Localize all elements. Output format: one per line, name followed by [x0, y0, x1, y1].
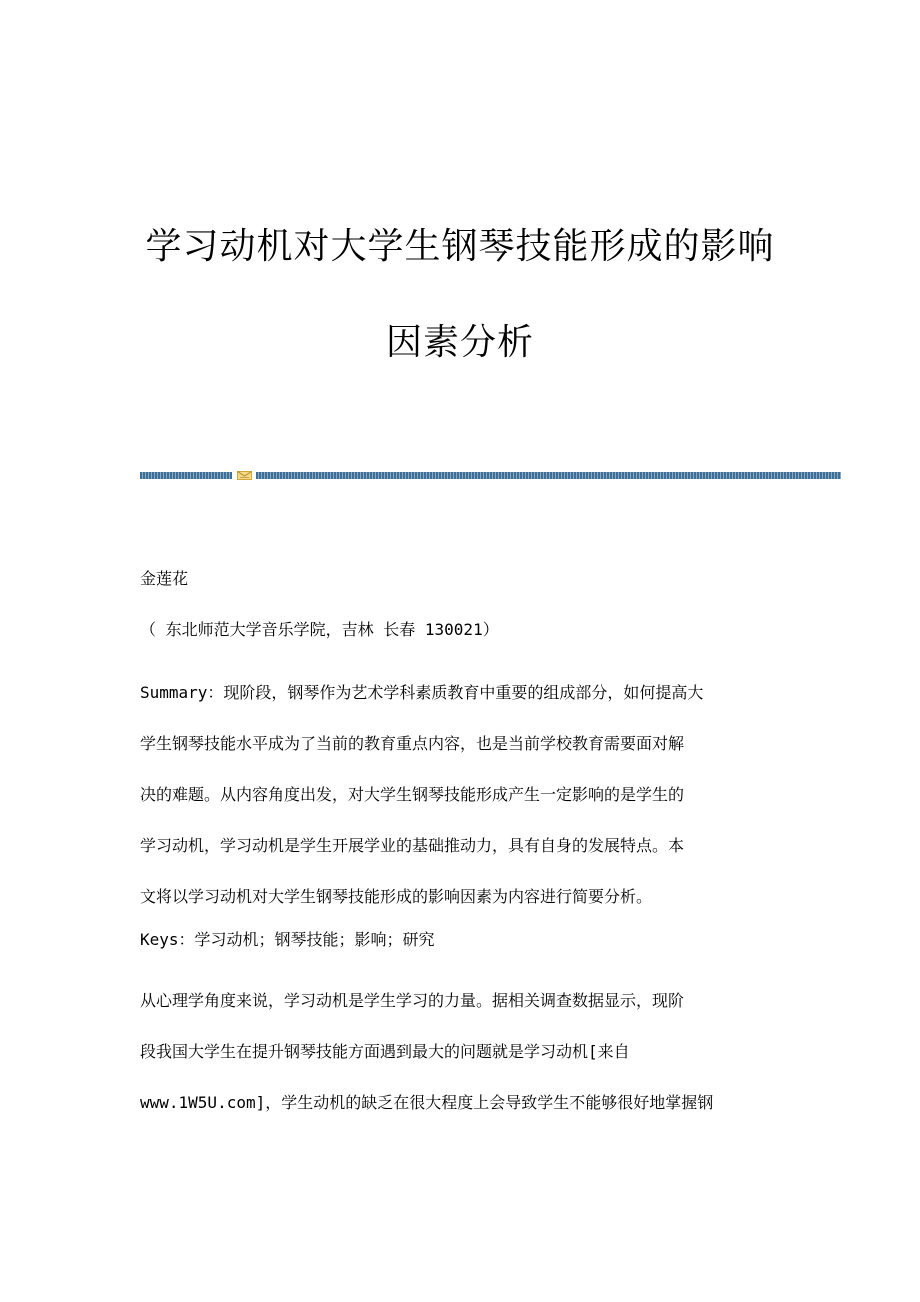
summary-line: 文将以学习动机对大学生钢琴技能形成的影响因素为内容进行简要分析。: [140, 887, 653, 906]
summary-line: 决的难题。从内容角度出发，对大学生钢琴技能形成产生一定影响的是学生的: [140, 785, 685, 804]
author-affiliation: （ 东北师范大学音乐学院，吉林 长春 130021）: [140, 620, 499, 639]
title-line-1: 学习动机对大学生钢琴技能形成的影响: [145, 226, 775, 267]
divider-left-bar: [140, 472, 232, 479]
author-name: 金莲花: [140, 569, 189, 588]
divider-right-bar: [256, 472, 841, 479]
divider-ornament-icon: [237, 471, 252, 480]
body-paragraph: [140, 975, 780, 1128]
summary-line: 学生钢琴技能水平成为了当前的教育重点内容，也是当前学校教育需要面对解: [140, 734, 685, 753]
keywords-line: Keys：学习动机；钢琴技能；影响；研究: [140, 930, 435, 949]
summary-paragraph: [140, 667, 780, 922]
body-line: 段我国大学生在提升钢琴技能方面遇到最大的问题就是学习动机[来自: [140, 1042, 630, 1061]
title-line-2: 因素分析: [385, 322, 534, 363]
body-line: www.1W5U.com]，学生动机的缺乏在很大程度上会导致学生不能够很好地掌握钢: [140, 1093, 714, 1112]
title-divider: [140, 471, 841, 480]
summary-line: Summary：现阶段，钢琴作为艺术学科素质教育中重要的组成部分，如何提高大: [140, 683, 704, 702]
summary-line: 学习动机，学习动机是学生开展学业的基础推动力，具有自身的发展特点。本: [140, 836, 685, 855]
body-line: 从心理学角度来说，学习动机是学生学习的力量。据相关调查数据显示，现阶: [140, 991, 685, 1010]
